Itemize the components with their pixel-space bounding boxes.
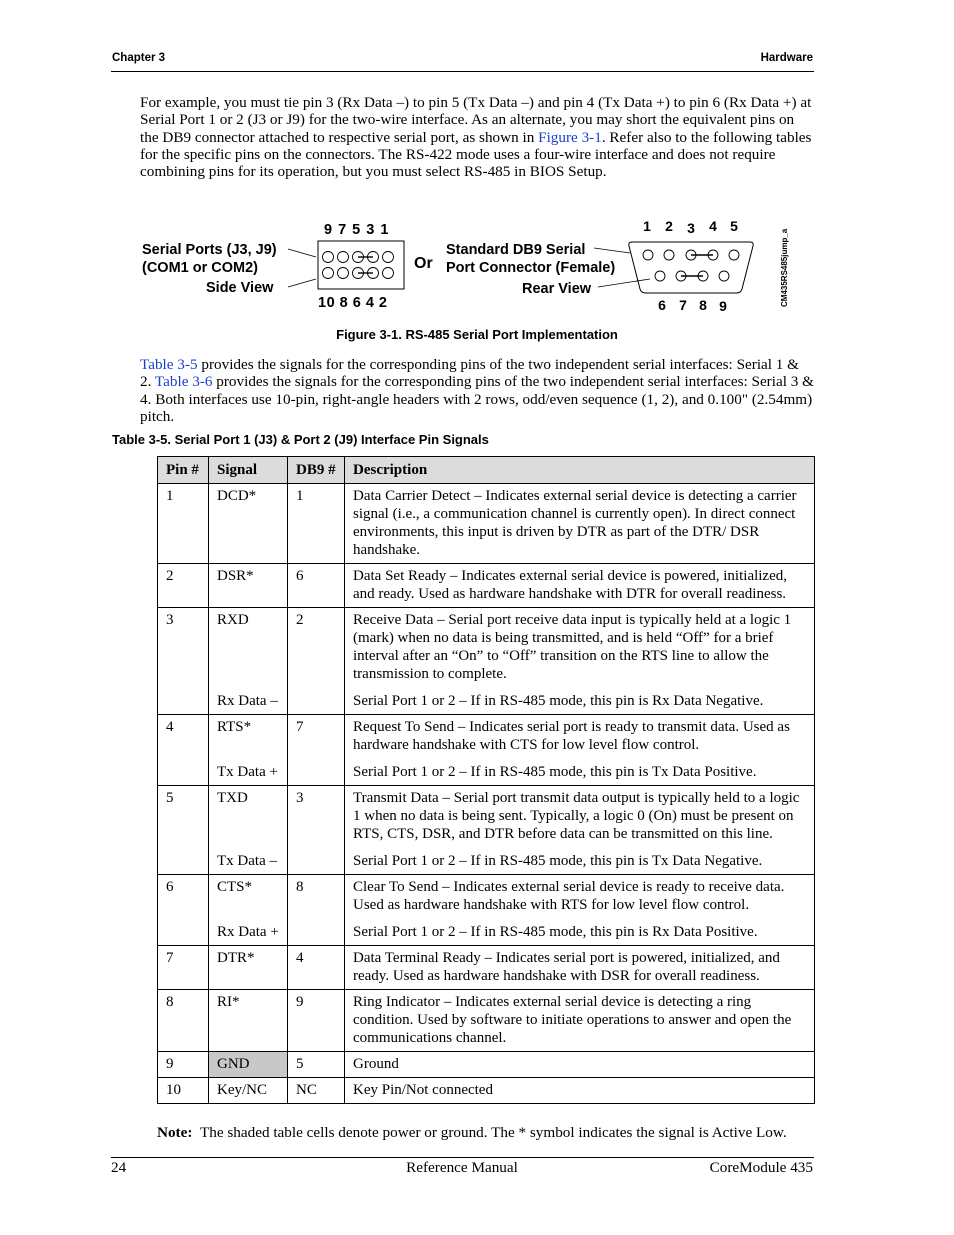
cell-description	[345, 1078, 815, 1104]
cell-description	[345, 564, 815, 608]
table-row	[158, 946, 815, 990]
db9-pin-label: 7	[679, 297, 687, 313]
cell-signal	[209, 715, 288, 786]
cell-description-text: Receive Data – Serial port receive data input is typically held at a logic 1 (mark) when no data is being transmitted, and is held “Off” for a brief interval after an “On” to “Off” transition on the RTS line to allow the transmission to complete.	[353, 612, 792, 682]
cell-db9	[288, 715, 345, 786]
cell-signal	[209, 1078, 288, 1104]
label-port-connector: Port Connector (Female)	[446, 260, 616, 276]
cell-pin-text: 2	[166, 568, 174, 584]
cell-description-text: Data Set Ready – Indicates external serial device is powered, initialized, and ready. Used as hardware handshake with DTR for overall readiness.	[353, 568, 787, 602]
cell-db9	[288, 1052, 345, 1078]
label-com-ports: (COM1 or COM2)	[142, 260, 258, 276]
cell-signal	[209, 484, 288, 564]
cell-pin-text: 1	[166, 488, 174, 504]
cell-description-text: Ring Indicator – Indicates external serial device is detecting a ring condition. Used by software to initiate operations to answer and open the communications channel.	[353, 994, 792, 1046]
para2-text-1: provides the signals for the corresponding pins of the two independent serial interfaces: Serial 1 & 2.	[140, 356, 799, 391]
cell-db9	[288, 484, 345, 564]
para2-text-2: provides the signals for the corresponding pins of the two independent serial interfaces: Serial 3 & 4. Both interfaces use 10-pin, right-angle headers with 2 rows, odd/even sequence (1, 2), and 0.100" (2.54mm) pitch.	[140, 373, 814, 425]
cell-description	[345, 1052, 815, 1078]
cell-signal	[209, 875, 288, 946]
db9-pin-label: 3	[687, 220, 695, 236]
cell-pin	[158, 1052, 209, 1078]
cell-db9	[288, 608, 345, 715]
cell-description-rs485: Serial Port 1 or 2 – If in RS-485 mode, this pin is Rx Data Negative.	[353, 693, 764, 709]
cell-signal	[209, 786, 288, 875]
cell-pin	[158, 786, 209, 875]
cell-pin	[158, 608, 209, 715]
note-label: Note:	[157, 1124, 193, 1141]
cell-db9	[288, 786, 345, 875]
table-row	[158, 1078, 815, 1104]
pin-signals-table	[157, 456, 815, 1104]
label-side-view: Side View	[206, 280, 274, 296]
label-rear-view: Rear View	[522, 281, 592, 297]
header-top-pin-numbers: 9 7 5 3 1	[324, 222, 390, 238]
footer-rule	[111, 1157, 814, 1158]
cell-pin-text: 6	[166, 879, 174, 895]
header-connector-body	[318, 241, 404, 289]
cell-pin-text: 9	[166, 1056, 174, 1072]
cell-description	[345, 786, 815, 875]
cell-description-text: Ground	[353, 1056, 399, 1072]
cell-db9	[288, 875, 345, 946]
db9-pin-label: 8	[699, 297, 707, 313]
cell-signal-rs485: Rx Data +	[217, 924, 279, 940]
cell-signal-rs485: Rx Data –	[217, 693, 278, 709]
table-note	[157, 1124, 787, 1142]
rs485-figure	[120, 205, 810, 320]
cell-pin	[158, 484, 209, 564]
table-3-5-link[interactable]: Table 3-5	[140, 356, 198, 373]
cell-db9-text: 9	[296, 994, 304, 1010]
cell-description-text: Clear To Send – Indicates external serial device is ready to receive data. Used as hardware handshake with RTS for low level flow control.	[353, 879, 785, 913]
cell-description-text: Request To Send – Indicates serial port is ready to transmit data. Used as hardware handshake with CTS for low level flow control.	[353, 719, 790, 753]
cell-description	[345, 875, 815, 946]
col-header-description: Description	[345, 457, 815, 484]
footer-manual-title: Reference Manual	[406, 1159, 518, 1176]
table-row	[158, 786, 815, 875]
cell-signal-text: Key/NC	[217, 1082, 267, 1098]
table-row	[158, 875, 815, 946]
cell-description	[345, 946, 815, 990]
cell-description-text: Key Pin/Not connected	[353, 1082, 493, 1098]
col-header-signal: Signal	[209, 457, 288, 484]
cell-signal	[209, 1052, 288, 1078]
cell-signal-text: TXD	[217, 790, 248, 806]
cell-signal	[209, 564, 288, 608]
cell-description-rs485: Serial Port 1 or 2 – If in RS-485 mode, this pin is Tx Data Positive.	[353, 764, 757, 780]
table-3-6-link[interactable]: Table 3-6	[154, 373, 213, 391]
header-section: Hardware	[760, 52, 813, 64]
db9-pin-label: 9	[719, 298, 727, 314]
cell-db9-text: 8	[296, 879, 304, 895]
cell-pin-text: 4	[166, 719, 174, 735]
cell-signal-text: CTS*	[217, 879, 253, 895]
label-or: Or	[414, 255, 433, 272]
cell-signal-text: RXD	[217, 612, 249, 628]
db9-pin-label: 5	[730, 218, 738, 234]
cell-description	[345, 990, 815, 1052]
footer-page-number: 24	[111, 1159, 127, 1176]
leader-serial-ports	[288, 249, 316, 257]
table-row	[158, 564, 815, 608]
cell-signal-text: DCD*	[217, 488, 257, 504]
cell-signal-rs485: Tx Data –	[217, 853, 277, 869]
db9-pin-label: 6	[658, 297, 666, 313]
cell-description	[345, 484, 815, 564]
cell-description-text: Data Carrier Detect – Indicates external serial device is detecting a carrier signal (i.e., a communication channel is currently open). In direct connect environments, this input is driven by DTR as part of the DTR/ DSR handshake.	[353, 488, 797, 558]
cell-pin	[158, 1078, 209, 1104]
cell-db9-text: 7	[296, 719, 304, 735]
leader-rear-view	[598, 279, 650, 287]
header-rule	[111, 71, 814, 72]
table-intro-paragraph	[140, 356, 814, 425]
cell-db9-text: 6	[296, 568, 304, 584]
table-row	[158, 1052, 815, 1078]
table-row	[158, 990, 815, 1052]
figure-id-tag: CM435RS485jump_a	[780, 228, 789, 307]
cell-description-rs485: Serial Port 1 or 2 – If in RS-485 mode, this pin is Rx Data Positive.	[353, 924, 758, 940]
note-text: The shaded table cells denote power or ground. The * symbol indicates the signal is Active Low.	[199, 1124, 787, 1141]
header-bottom-pin-numbers: 10 8 6 4 2	[318, 295, 388, 311]
cell-db9-text: 3	[296, 790, 304, 806]
intro-text-2: . Refer also to the following tables for the specific pins on the connectors. The RS-422 mode uses a four-wire interface and does not require combining pins for its operation, but you must select RS-485 in BIOS Setup.	[140, 128, 812, 181]
table-body	[158, 484, 815, 1104]
db9-pin-label: 4	[709, 218, 717, 234]
cell-signal-text: GND	[217, 1056, 250, 1072]
table-row	[158, 608, 815, 715]
cell-signal-rs485: Tx Data +	[217, 764, 278, 780]
cell-signal-text: DSR*	[217, 568, 254, 584]
table-caption: Table 3-5. Serial Port 1 (J3) & Port 2 (J9) Interface Pin Signals	[112, 432, 489, 447]
cell-db9-text: 5	[296, 1056, 304, 1072]
cell-signal-text: RI*	[217, 994, 240, 1010]
leader-standard-db9	[594, 248, 630, 253]
cell-db9	[288, 1078, 345, 1104]
cell-pin	[158, 564, 209, 608]
cell-signal	[209, 608, 288, 715]
table-header-row	[158, 457, 815, 484]
cell-signal-text: RTS*	[217, 719, 252, 735]
db9-pin-label: 1	[643, 218, 651, 234]
cell-pin	[158, 946, 209, 990]
cell-description-text: Data Terminal Ready – Indicates serial port is powered, initialized, and ready. Used as hardware handshake with DSR for overall readiness.	[353, 950, 780, 984]
intro-paragraph	[140, 94, 814, 180]
header-pins	[323, 252, 394, 279]
col-header-db9: DB9 #	[288, 457, 345, 484]
table-row	[158, 484, 815, 564]
cell-description	[345, 715, 815, 786]
cell-pin-text: 10	[166, 1082, 181, 1098]
cell-pin-text: 3	[166, 612, 174, 628]
cell-signal-text: DTR*	[217, 950, 255, 966]
cell-description	[345, 608, 815, 715]
cell-signal	[209, 946, 288, 990]
table-row	[158, 715, 815, 786]
intro-text-1: For example, you must tie pin 3 (Rx Data –) to pin 5 (Tx Data –) and pin 4 (Tx Data +) to pin 6 (Rx Data +) at Serial Port 1 or 2 (J3 or J9) for the two-wire interface. As an alternate, you may short the equivalent pins on the DB9 connector attached to respective serial port, as shown in	[140, 94, 812, 146]
cell-db9	[288, 990, 345, 1052]
cell-pin	[158, 990, 209, 1052]
cell-db9-text: 4	[296, 950, 304, 966]
cell-db9-text: 1	[296, 488, 304, 504]
leader-side-view	[288, 279, 316, 287]
cell-db9-text: 2	[296, 612, 304, 628]
cell-db9	[288, 946, 345, 990]
cell-signal	[209, 990, 288, 1052]
cell-db9	[288, 564, 345, 608]
footer-product-name: CoreModule 435	[709, 1159, 813, 1176]
cell-description-text: Transmit Data – Serial port transmit data output is typically held to a logic 1 when no data is being sent. Typically, a logic 0 (On) must be present on RTS, CTS, DSR, and DTR before data can be transmitted on this line.	[353, 790, 800, 842]
db9-jumpers	[681, 255, 713, 276]
col-header-pin: Pin #	[158, 457, 209, 484]
cell-description-rs485: Serial Port 1 or 2 – If in RS-485 mode, this pin is Tx Data Negative.	[353, 853, 763, 869]
label-serial-ports: Serial Ports (J3, J9)	[142, 242, 277, 258]
db9-pin-label: 2	[665, 218, 673, 234]
cell-pin	[158, 715, 209, 786]
cell-db9-text: NC	[296, 1082, 317, 1098]
figure-caption: Figure 3-1. RS-485 Serial Port Implementation	[336, 327, 618, 342]
cell-pin-text: 8	[166, 994, 174, 1010]
label-standard-db9: Standard DB9 Serial	[446, 242, 586, 258]
header-chapter: Chapter 3	[112, 52, 166, 64]
figure-link[interactable]: Figure 3-1	[538, 128, 602, 146]
cell-pin	[158, 875, 209, 946]
cell-pin-text: 7	[166, 950, 174, 966]
cell-pin-text: 5	[166, 790, 174, 806]
